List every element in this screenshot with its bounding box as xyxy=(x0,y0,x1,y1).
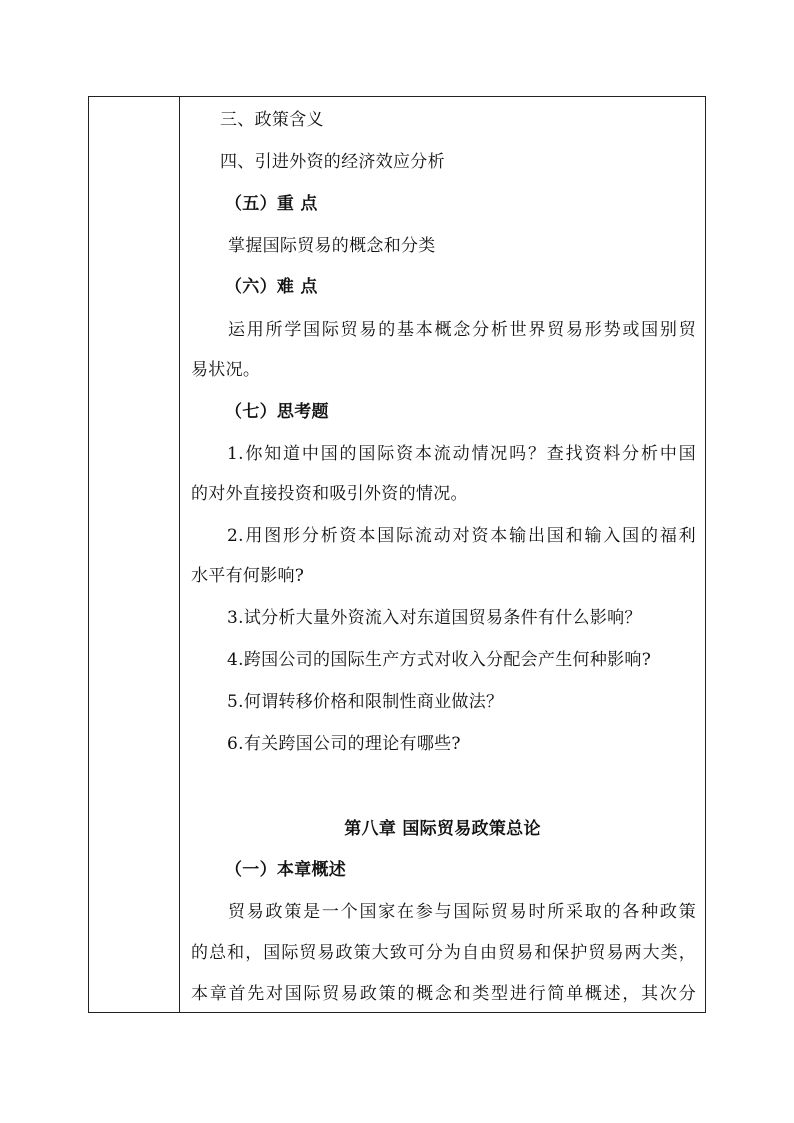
question-line: 5.何谓转移价格和限制性商业做法？ xyxy=(227,692,504,712)
question-line: 1.你知道中国的国际资本流动情况吗？查找资料分析中国 xyxy=(227,444,696,464)
table-left-column xyxy=(89,97,180,1012)
question-line: 2.用图形分析资本国际流动对资本输出国和输入国的福利 xyxy=(227,526,696,546)
content-table xyxy=(88,96,706,1013)
paragraph-line: 的总和，国际贸易政策大致可分为自由贸易和保护贸易两大类， xyxy=(191,943,696,963)
section-heading-questions: （七）思考题 xyxy=(225,402,329,422)
text-line: 四、引进外资的经济效应分析 xyxy=(220,152,445,172)
section-heading-difficulties: （六）难 点 xyxy=(225,277,318,297)
text-line: 运用所学国际贸易的基本概念分析世界贸易形势或国别贸 xyxy=(228,320,696,340)
section-heading-key-points: （五）重 点 xyxy=(225,194,318,214)
question-line: 4.跨国公司的国际生产方式对收入分配会产生何种影响? xyxy=(227,650,652,670)
question-line: 的对外直接投资和吸引外资的情况。 xyxy=(191,484,468,504)
question-line: 3.试分析大量外资流入对东道国贸易条件有什么影响？ xyxy=(227,608,642,628)
chapter-title: 第八章 国际贸易政策总论 xyxy=(344,819,541,839)
paragraph-line: 贸易政策是一个国家在参与国际贸易时所采取的各种政策 xyxy=(228,902,696,922)
text-line: 掌握国际贸易的概念和分类 xyxy=(228,236,436,256)
paragraph-line: 本章首先对国际贸易政策的概念和类型进行简单概述，其次分 xyxy=(191,984,696,1004)
section-heading-overview: （一）本章概述 xyxy=(225,860,347,880)
question-line: 水平有何影响? xyxy=(191,566,305,586)
text-line: 三、政策含义 xyxy=(220,110,324,130)
text-line: 易状况。 xyxy=(191,360,261,380)
question-line: 6.有关跨国公司的理论有哪些? xyxy=(227,734,461,754)
